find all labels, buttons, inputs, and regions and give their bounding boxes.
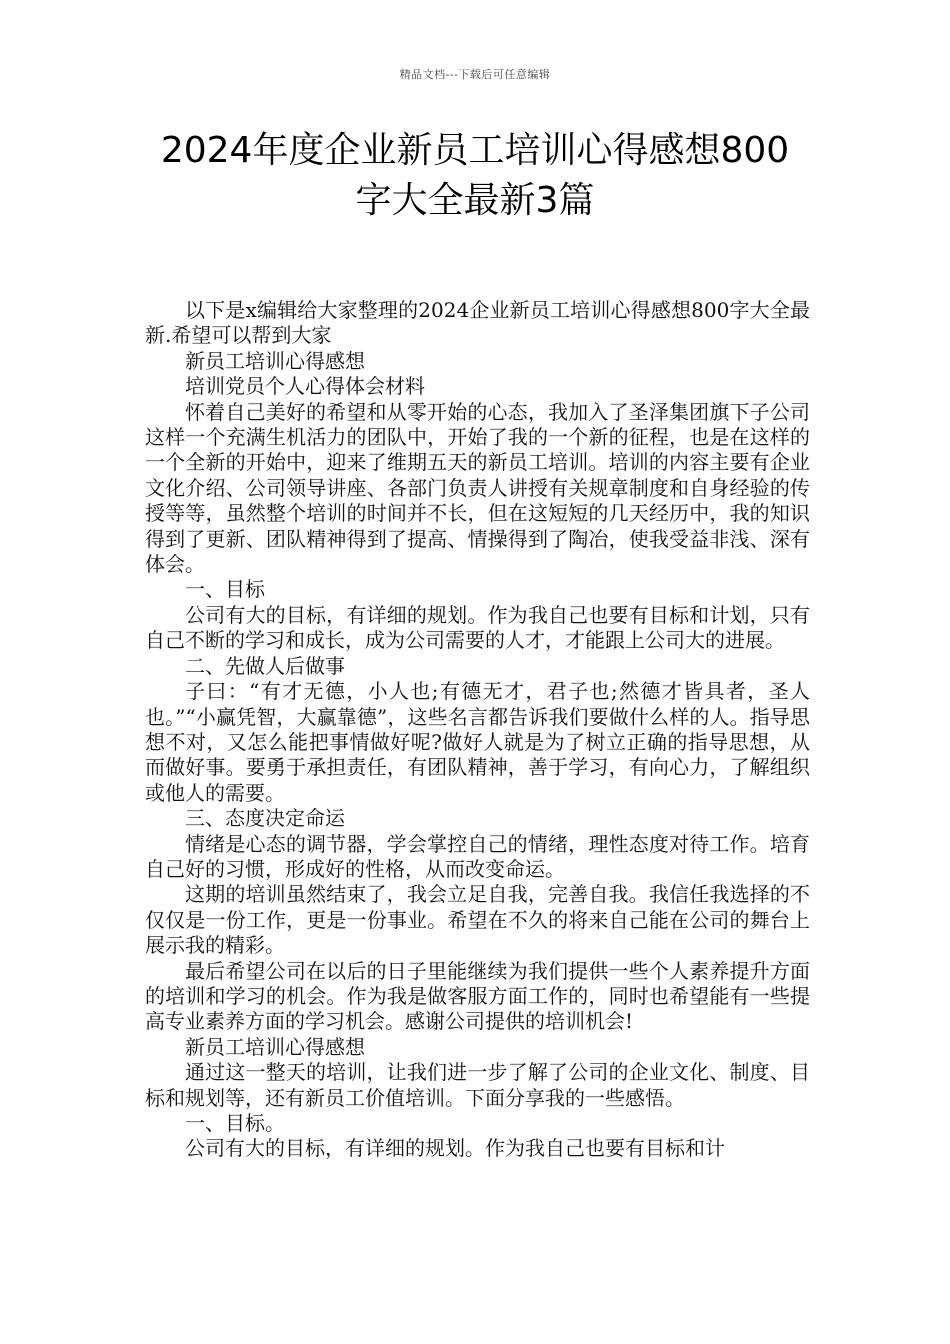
paragraph: 通过这一整天的培训，让我们进一步了解了公司的企业文化、制度、目标和规划等，还有新员工价值培训。下面分享我的一些感悟。 bbox=[145, 1060, 810, 1110]
document-title bbox=[110, 126, 840, 226]
title-line-2: 字大全最新3篇 bbox=[355, 180, 595, 221]
paragraph-heading: 培训党员个人心得体会材料 bbox=[185, 374, 425, 399]
document-body bbox=[145, 298, 810, 1162]
section-heading: 一、目标 bbox=[185, 577, 265, 602]
section-heading: 一、目标。 bbox=[185, 1111, 285, 1135]
paragraph-intro: 以下是x编辑给大家整理的2024企业新员工培训心得感想800字大全最新.希望可以帮到大家 bbox=[145, 298, 810, 348]
paragraph: 这期的培训虽然结束了，我会立足自我，完善自我。我信任我选择的不仅仅是一份工作，更是一份事业。希望在不久的将来自己能在公司的舞台上展示我的精彩。 bbox=[145, 882, 810, 958]
paragraph-heading: 新员工培训心得感想 bbox=[185, 348, 365, 373]
paragraph: 最后希望公司在以后的日子里能继续为我们提供一些个人素养提升方面的培训和学习的机会。作为我是做客服方面工作的，同时也希望能有一些提高专业素养方面的学习机会。感谢公司提供的培训机会! bbox=[145, 958, 810, 1034]
paragraph: 公司有大的目标，有详细的规划。作为我自己也要有目标和计划，只有自己不断的学习和成长，成为公司需要的人才，才能跟上公司大的进展。 bbox=[145, 602, 810, 653]
title-line-1: 2024年度企业新员工培训心得感想800 bbox=[160, 130, 790, 171]
paragraph: 子曰：“有才无德，小人也;有德无才，君子也;然德才皆具者，圣人也。”“小赢凭智，大赢靠德”，这些名言都告诉我们要做什么样的人。指导思想不对，又怎么能把事情做好呢?做好人就是为了树立正确的指导思想，从而做好事。要勇于承担责任，有团队精神，善于学习，有向心力，了解组织或他人的需要。 bbox=[145, 679, 810, 805]
section-heading: 三、态度决定命运 bbox=[185, 806, 345, 831]
paragraph: 公司有大的目标，有详细的规划。作为我自己也要有目标和计 bbox=[185, 1136, 725, 1161]
paragraph: 怀着自己美好的希望和从零开始的心态，我加入了圣泽集团旗下子公司这样一个充满生机活力的团队中，开始了我的一个新的征程，也是在这样的一个全新的开始中，迎来了维期五天的新员工培训。培训的内容主要有企业文化介绍、公司领导讲座、各部门负责人讲授有关规章制度和自身经验的传授等等，虽然整个培训的时间并不长，但在这短短的几天经历中，我的知识得到了更新、团队精神得到了提高、情操得到了陶冶，使我受益非浅、深有体会。 bbox=[145, 399, 810, 577]
paragraph-heading: 新员工培训心得感想 bbox=[185, 1034, 365, 1059]
paragraph: 情绪是心态的调节器，学会掌控自己的情绪，理性态度对待工作。培育自己好的习惯，形成好的性格，从而改变命运。 bbox=[145, 831, 810, 881]
header-note: 精品文档---下载后可任意编辑 bbox=[399, 68, 551, 81]
section-heading: 二、先做人后做事 bbox=[185, 653, 345, 678]
